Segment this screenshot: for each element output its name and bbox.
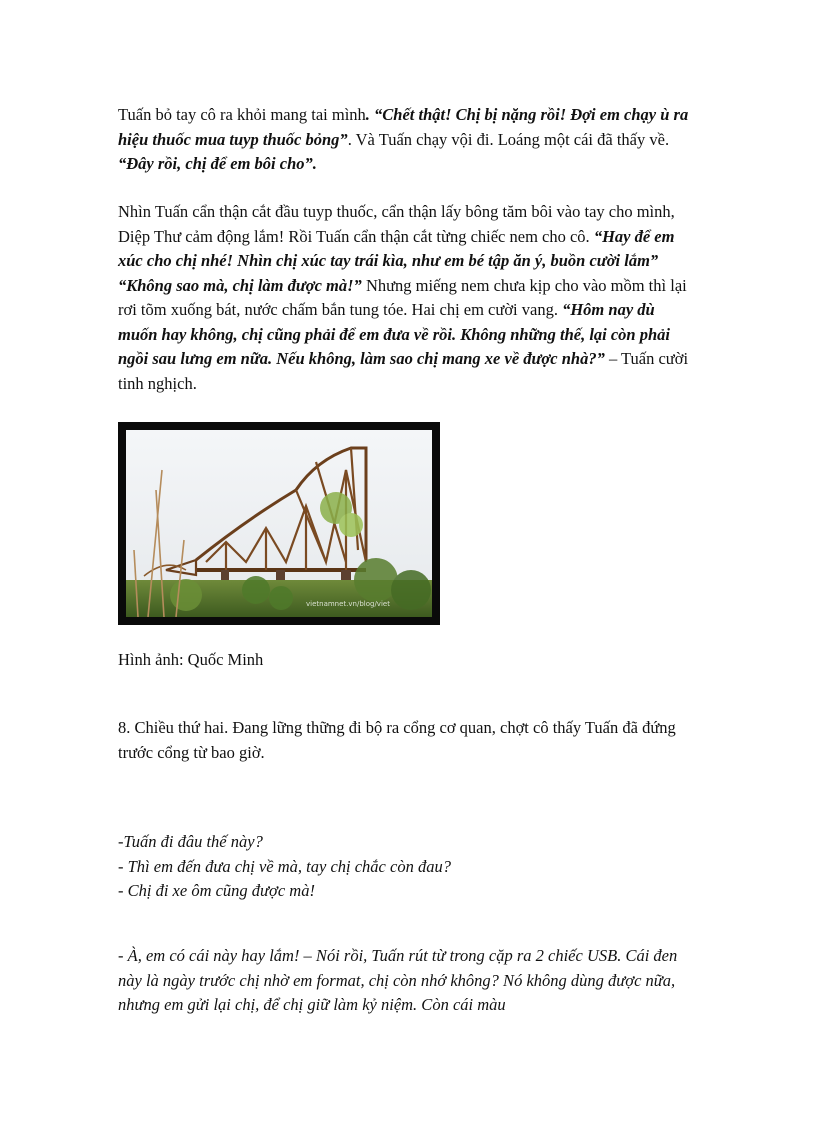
image-caption: Hình ảnh: Quốc Minh (118, 650, 264, 669)
p1-text-2: . Và Tuấn chạy vội đi. Loáng một cái đã thấy về. (347, 129, 670, 149)
p1-text-1: Tuấn bỏ tay cô ra khỏi mang tai mình (118, 105, 366, 124)
paragraph-chapter-8: 8. Chiều thứ hai. Đang lững thững đi bộ ra cổng cơ quan, chợt cô thấy Tuấn đã đứng trước cổng từ bao giờ. (118, 718, 676, 762)
dialogue-block (118, 830, 698, 904)
long-bien-bridge-image (126, 430, 432, 617)
p2-quote-1: “Hay để em xúc cho chị nhé! Nhìn chị xúc tay trái kìa, như em bé tập ăn ý, buồn cười lắm” “Không sao mà, chị làm được mà!” (118, 226, 675, 295)
paragraph-nem-dinner (118, 200, 698, 396)
p2-text-2: Nhưng miếng nem chưa kịp cho vào mồm thì lại rơi tõm xuống bát, nước chấm bắn tung tóe. Hai chị em cười vang. (118, 275, 687, 319)
p1-quote-1: . “Chết thật! Chị bị nặng rồi! Đợi em chạy ù ra hiệu thuốc mua tuyp thuốc bỏng” (118, 105, 689, 149)
p1-quote-2: “Đây rồi, chị để em bôi cho”. (118, 154, 317, 173)
p2-text-1: Nhìn Tuấn cẩn thận cắt đầu tuyp thuốc, cẩn thận lấy bông tăm bôi vào tay cho mình, Diệp Thư cảm động lắm! Rồi Tuấn cẩn thận cắt từng chiếc nem cho cô. (118, 202, 675, 246)
paragraph-tuan-burn (118, 103, 698, 177)
dialogue-line: - Thì em đến đưa chị về mà, tay chị chắc còn đau? (118, 856, 451, 876)
p2-text-3: – Tuấn cười tinh nghịch. (118, 349, 689, 393)
bridge-photo (118, 422, 440, 625)
dialogue-line: -Tuấn đi đâu thế này? (118, 832, 263, 851)
photo-watermark: vietnamnet.vn/blog/viet (306, 600, 390, 608)
dialogue-line: - Chị đi xe ôm cũng được mà! (118, 881, 315, 900)
p2-quote-2: “Hôm nay dù muốn hay không, chị cũng phải để em đưa về rồi. Không những thế, lại còn phải ngồi sau lưng em nữa. Nếu không, làm sao chị mang xe về được nhà?” (118, 300, 670, 368)
paragraph-usb: - À, em có cái này hay lắm! – Nói rồi, Tuấn rút từ trong cặp ra 2 chiếc USB. Cái đen này là ngày trước chị nhờ em format, chị còn nhớ không? Nó không dùng được nữa, nhưng em gửi lại chị, để chị giữ làm kỷ niệm. Còn cái màu (118, 946, 678, 1014)
